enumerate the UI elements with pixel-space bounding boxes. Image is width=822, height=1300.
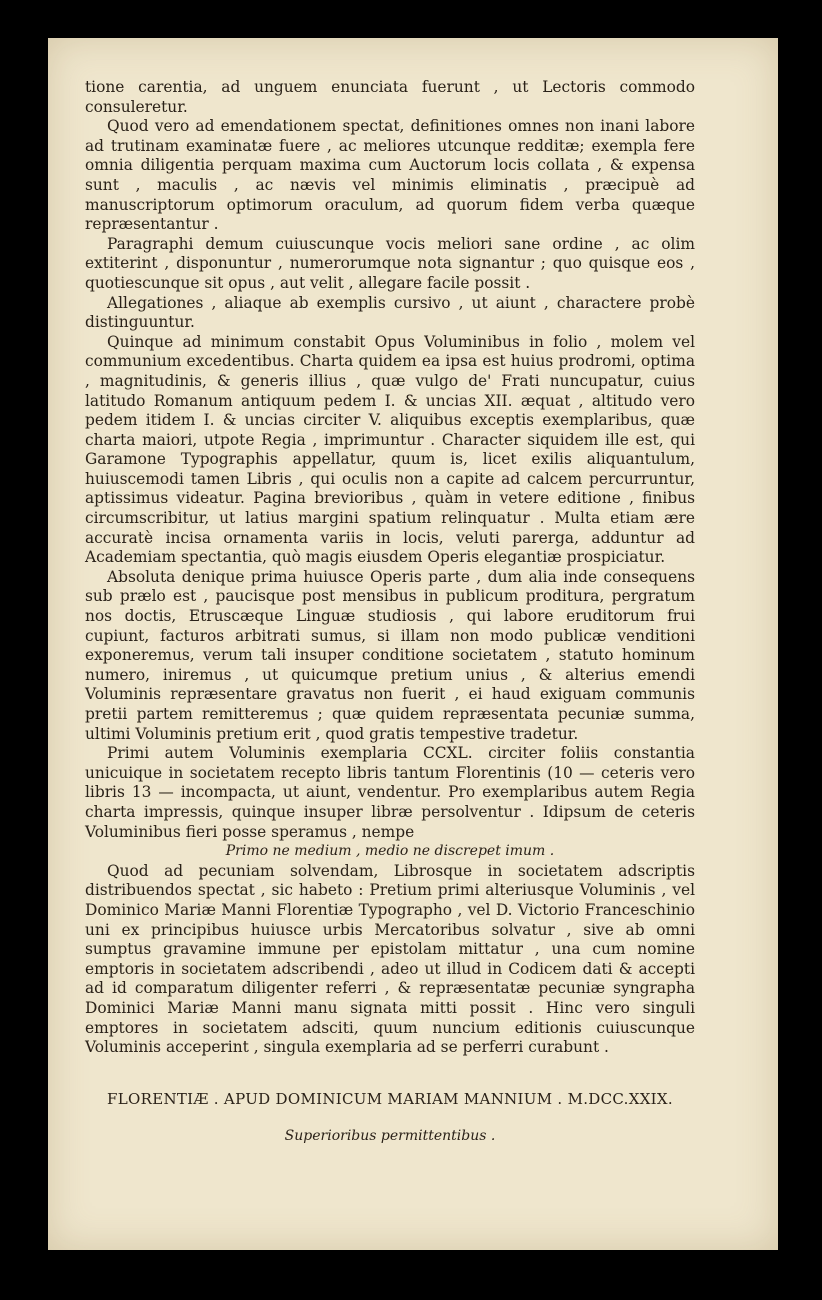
paragraph-4: Allegationes , aliaque ab exemplis cursivo , ut aiunt , charactere probè distinguuntur. [85,293,695,332]
imprint-line: FLORENTIÆ . APUD DOMINICUM MARIAM MANNIUM . M.DCC.XXIX. [107,1090,673,1108]
document-body [85,78,695,1058]
paragraph-5: Quinque ad minimum constabit Opus Voluminibus in folio , molem vel communium excedentibus. Charta quidem ea ipsa est huius prodromi, optima , magnitudinis, & generis illius , quæ vulgo de' Frati nuncupatur, cuius latitudo Romanum antiquum pedem I. & uncias XII. æquat , altitudo vero pedem itidem I. & uncias circiter V. aliquibus exceptis exemplaribus, quæ charta maiori, utpote Regia , imprimuntur . Character siquidem ille est, qui Garamone Typographis appellatur, quum is, licet exilis aliquantulum, huiuscemodi tamen Libris , qui oculis non a capite ad calcem percurruntur, aptissimus videatur. Pagina brevioribus , quàm in vetere editione , finibus circumscribitur, ut latius margini spatium relinquatur . Multa etiam ære accuratè incisa ornamenta variis in locis, veluti parerga, adduntur ad Academiam spectantia, quò magis eiusdem Operis elegantiæ prospiciatur. [85,332,695,567]
permission-line: Superioribus permittentibus . [284,1128,496,1144]
paragraph-1: tione carentia, ad unguem enunciata fuerunt , ut Lectoris commodo consuleretur. [85,78,695,116]
paragraph-8: Quod ad pecuniam solvendam, Librosque in societatem adscriptis distribuendos spectat , sic habeto : Pretium primi alteriusque Voluminis , vel Dominico Mariæ Manni Florentiæ Typographo , vel D. Victorio Franceschinio uni ex principibus huiusce urbis Mercatoribus solvatur , sive ab omni sumptus gravamine immune per epistolam mittatur , una cum nomine emptoris in societatem adscribendi , adeo ut illud in Codicem dati & accepti ad id comparatum diligenter referri , & repræsentatæ pecuniæ syngrapha Dominici Mariæ Manni manu signata mitti possit . Hinc vero singuli emptores in societatem adsciti, quum nuncium editionis cuiuscunque Voluminis acceperint , singula exemplaria ad se perferri curabunt . [85,861,695,1057]
paragraph-3: Paragraphi demum cuiuscunque vocis meliori sane ordine , ac olim extiterint , disponuntur , numerorumque nota signantur ; quo quisque eos , quotiescunque sit opus , aut velit , allegare facile possit . [85,234,695,292]
paragraph-7: Primi autem Voluminis exemplaria CCXL. circiter foliis constantia unicuique in societatem recepto libris tantum Florentinis (10 — ceteris vero libris 13 — incompacta, ut aiunt, vendentur. Pro exemplaribus autem Regia charta impressis, quinque insuper libræ persolventur . Idipsum de ceteris Voluminibus fieri posse speramus , nempe [85,744,695,841]
paragraph-6: Absoluta denique prima huiusce Operis parte , dum alia inde consequens sub prælo est , paucisque post mensibus in publicum proditura, pergratum nos doctis, Etruscæque Linguæ studiosis , qui labore eruditorum frui cupiunt, facturos arbitrati sumus, si illam non modo publicæ venditioni exponeremus, verum tali insuper conditione societatem , statuto hominum numero, iniremus , ut quicumque pretium unius , & alterius emendi Voluminis repræsentare gravatus non fuerit , ei haud exiguam communis pretii partem remitteremus ; quæ quidem repræsentata pecuniæ summa, ultimi Voluminis pretium erit , quod gratis tempestive tradetur. [85,567,695,743]
paragraph-2: Quod vero ad emendationem spectat, definitiones omnes non inani labore ad trutinam examinatæ fuere , ac meliores utcunque redditæ; exempla fere omnia diligentia perquam maxima cum Auctorum locis collata , & expensa sunt , maculis , ac nævis vel minimis eliminatis , præcipuè ad manuscriptorum optimorum oraculum, ad quorum fidem verba quæque repræsentantur . [85,117,695,234]
motto-line: Primo ne medium , medio ne discrepet imum . [225,843,555,860]
